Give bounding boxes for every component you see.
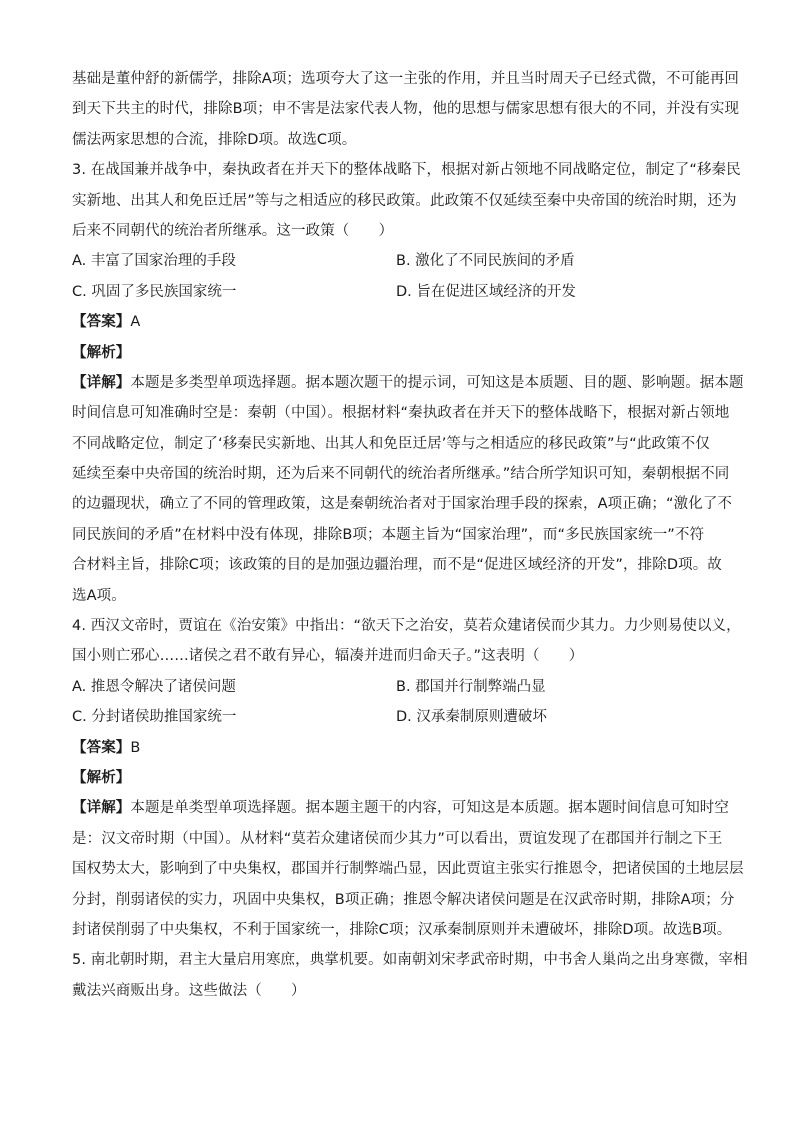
section-tag: 【解析】: [72, 344, 131, 361]
answer-label: 【答案】B: [72, 739, 141, 756]
answer-label: 【答案】A: [72, 314, 141, 331]
detail-line: 延续至秦中央帝国的统治时期，还为后来不同朝代的统治者所继承。”结合所学知识可知，秦朝根据不同: [72, 466, 730, 483]
option-a: A. 丰富了国家治理的手段: [72, 253, 236, 270]
detail-line: 选A项。: [72, 587, 126, 604]
section-tag: 【解析】: [72, 769, 131, 786]
question-stem-line: 实新地、出其人和免臣迁居”等与之相适应的移民政策。此政策不仅延续至秦中央帝国的统治时期，还为: [72, 192, 737, 209]
option-c: C. 巩固了多民族国家统一: [72, 283, 237, 300]
question-stem-line: 4. 西汉文帝时，贾谊在《治安策》中指出：“欲天下之治安，莫若众建诸侯而少其力。力少则易使以义，: [72, 618, 741, 635]
section-tag: 【详解】: [72, 374, 131, 391]
question-3: [72, 155, 744, 611]
section-tag: 【答案】: [72, 739, 131, 756]
detail-line: 国权势太大，影响到了中央集权，郡国并行制弊端凸显，因此贾谊主张实行推恩令，把诸侯国的土地层层: [72, 861, 744, 878]
question-stem-line: 后来不同朝代的统治者所继承。这一政策（ ）: [72, 222, 394, 239]
text-line: 基础是董仲舒的新儒学，排除A项；选项夸大了这一主张的作用，并且当时周天子已经式微，不可能再回: [72, 71, 740, 87]
analysis-label: [72, 338, 722, 368]
detail-line: 【详解】本题是单类型单项选择题。据本题主题干的内容，可知这是本质题。据本题时间信息可知时空: [72, 800, 730, 817]
analysis-label: [72, 763, 722, 793]
option-c: C. 分封诸侯助推国家统一: [72, 709, 237, 726]
detail-line: 的边疆现状，确立了不同的管理政策，这是秦朝统治者对于国家治理手段的探索，A项正确；“激化了不: [72, 496, 733, 513]
text-line: 到天下共主的时代，排除B项；申不害是法家代表人物，他的思想与儒家思想有很大的不同，并没有实现: [72, 101, 740, 118]
detail-line: 合材料主旨，排除C项；该政策的目的是加强边疆治理，而不是“促进区域经济的开发”，排除D项。故: [72, 557, 722, 574]
detail-line: 分封，削弱诸侯的实力，巩固中央集权，B项正确；推恩令解决诸侯问题是在汉武帝时期，排除A项；分: [72, 891, 735, 908]
options-row: [72, 246, 722, 276]
options-row: [72, 702, 722, 732]
detail-line: 封诸侯削弱了中央集权，不利于国家统一，排除C项；汉承秦制原则并未遭破坏，排除D项。故选B项。: [72, 921, 732, 938]
question-stem-line: 5. 南北朝时期，君主大量启用寒庶，典掌机要。如南朝刘宋孝武帝时期，中书舍人巢尚之出身寒微，宰相: [72, 952, 748, 969]
detail-line: 【详解】本题是多类型单项选择题。据本题次题干的提示词，可知这是本质题、目的题、影响题。据本题: [72, 374, 744, 391]
previous-explanation: [72, 64, 740, 155]
options-row: [72, 277, 722, 307]
detail-line: 时间信息可知准确时空是：秦朝（中国）。根据材料“秦执政者在并天下的整体战略下，根据对新占领地: [72, 405, 730, 422]
option-a: A. 推恩令解决了诸侯问题: [72, 678, 236, 695]
option-d: D. 旨在促进区域经济的开发: [396, 283, 576, 300]
document-page: [72, 64, 748, 1006]
question-stem-line: 3. 在战国兼并战争中，秦执政者在并天下的整体战略下，根据对新占领地不同战略定位，制定了“移秦民: [72, 162, 741, 179]
section-tag: 【详解】: [72, 800, 131, 817]
options-row: [72, 672, 722, 702]
detail-line: 是：汉文帝时期（中国）。从材料“莫若众建诸侯而少其力”可以看出，贾谊发现了在郡国并行制之下王: [72, 830, 723, 847]
detail-line: 同民族间的矛盾”在材料中没有体现，排除B项；本题主旨为“国家治理”，而“多民族国家统一”不符: [72, 526, 705, 543]
text-line: 儒法两家思想的合流，排除D项。故选C项。: [72, 131, 357, 148]
question-4: [72, 611, 744, 945]
detail-line: 不同战略定位，制定了‘移秦民实新地、出其人和免臣迁居’等与之相适应的移民政策”与“此政策不仅: [72, 435, 710, 452]
question-stem-line: 戴法兴商贩出身。这些做法（ ）: [72, 982, 306, 999]
option-d: D. 汉承秦制原则遭破坏: [396, 709, 547, 726]
question-stem-line: 国小则亡邪心……诸侯之君不敢有异心，辐凑并进而归命天子。”这表明（ ）: [72, 648, 584, 665]
option-b: B. 郡国并行制弊端凸显: [396, 678, 546, 695]
section-tag: 【答案】: [72, 314, 131, 331]
question-5: [72, 945, 748, 1006]
option-b: B. 激化了不同民族间的矛盾: [396, 253, 575, 270]
